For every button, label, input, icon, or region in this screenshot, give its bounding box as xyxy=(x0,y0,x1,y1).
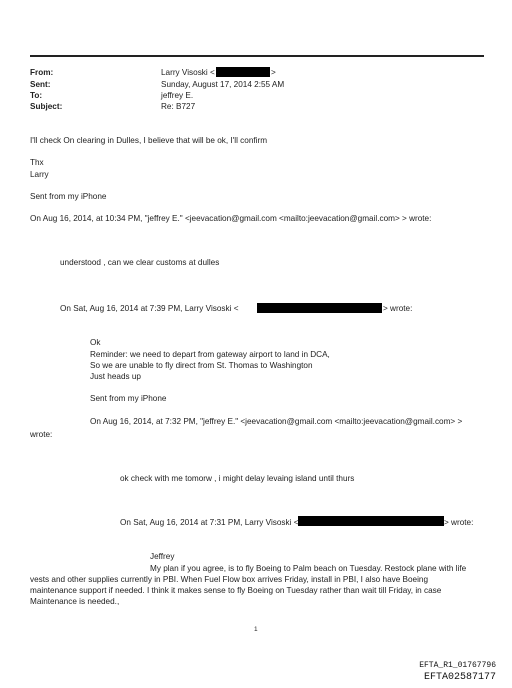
quote2-header-start: On Sat, Aug 16, 2014 at 7:39 PM, Larry Visoski < xyxy=(60,304,239,313)
redaction-from xyxy=(216,67,270,77)
quote4-header-start: On Sat, Aug 16, 2014 at 7:31 PM, Larry Visoski < xyxy=(120,518,299,527)
plan-line-1: My plan if you agree, is to fly Boeing to Palm beach on Tuesday. Restock plane with life xyxy=(150,564,467,573)
ok-text: Ok xyxy=(90,338,101,347)
sent-from-iphone-1: Sent from my iPhone xyxy=(30,192,107,201)
sent-label: Sent: xyxy=(30,80,51,89)
sent-value: Sunday, August 17, 2014 2:55 AM xyxy=(161,80,285,89)
quote4-header-end: > wrote: xyxy=(444,518,474,527)
body-line-1: I'll check On clearing in Dulles, I believe that will be ok, I'll confirm xyxy=(30,136,268,145)
quote3-wrote: wrote: xyxy=(30,430,53,439)
signature-larry: Larry xyxy=(30,170,49,179)
bates-number-1: EFTA_R1_01767796 xyxy=(419,661,496,670)
to-label: To: xyxy=(30,91,43,100)
plan-line-4: Maintenance is needed., xyxy=(30,597,120,606)
sent-from-iphone-2: Sent from my iPhone xyxy=(90,394,167,403)
from-tail: > xyxy=(271,68,276,77)
subject-label: Subject: xyxy=(30,102,63,111)
quote1-header: On Aug 16, 2014, at 10:34 PM, "jeffrey E." <jeevacation@gmail.com <mailto:jeevacation@gmail.com> > wrote: xyxy=(30,214,432,223)
thx: Thx xyxy=(30,158,44,167)
subject-value: Re: B727 xyxy=(161,102,196,111)
bates-number-2: EFTA02587177 xyxy=(423,672,496,683)
header-rule xyxy=(30,55,484,57)
quote2-header-end: > wrote: xyxy=(383,304,413,313)
page-number: 1 xyxy=(254,626,258,633)
redaction-quote4 xyxy=(298,516,444,526)
from-value: Larry Visoski < xyxy=(161,68,215,77)
redaction-quote2 xyxy=(257,303,382,313)
plan-line-3: maintenance support if needed. I think it makes sense to fly Boeing on Tuesday rather than wait till Friday, in case xyxy=(30,586,442,595)
to-value: jeffrey E. xyxy=(161,91,194,100)
quote3-header: On Aug 16, 2014, at 7:32 PM, "jeffrey E." <jeevacation@gmail.com <mailto:jeevacation@gmail.com> > xyxy=(90,417,463,426)
plan-line-2: vests and other supplies currently in PBI. When Fuel Flow box arrives Friday, install in PBI, I also have Boeing xyxy=(30,575,429,584)
heads-up-text: Just heads up xyxy=(90,372,141,381)
reminder-text: Reminder: we need to depart from gateway airport to land in DCA, xyxy=(90,350,330,359)
jeffrey-salutation: Jeffrey xyxy=(150,552,175,561)
from-label: From: xyxy=(30,68,54,77)
quote1-text: understood , can we clear customs at dulles xyxy=(60,258,220,267)
unable-text: So we are unable to fly direct from St. Thomas to Washington xyxy=(90,361,313,370)
quote3-text: ok check with me tomorw , i might delay levaing island until thurs xyxy=(120,474,355,483)
